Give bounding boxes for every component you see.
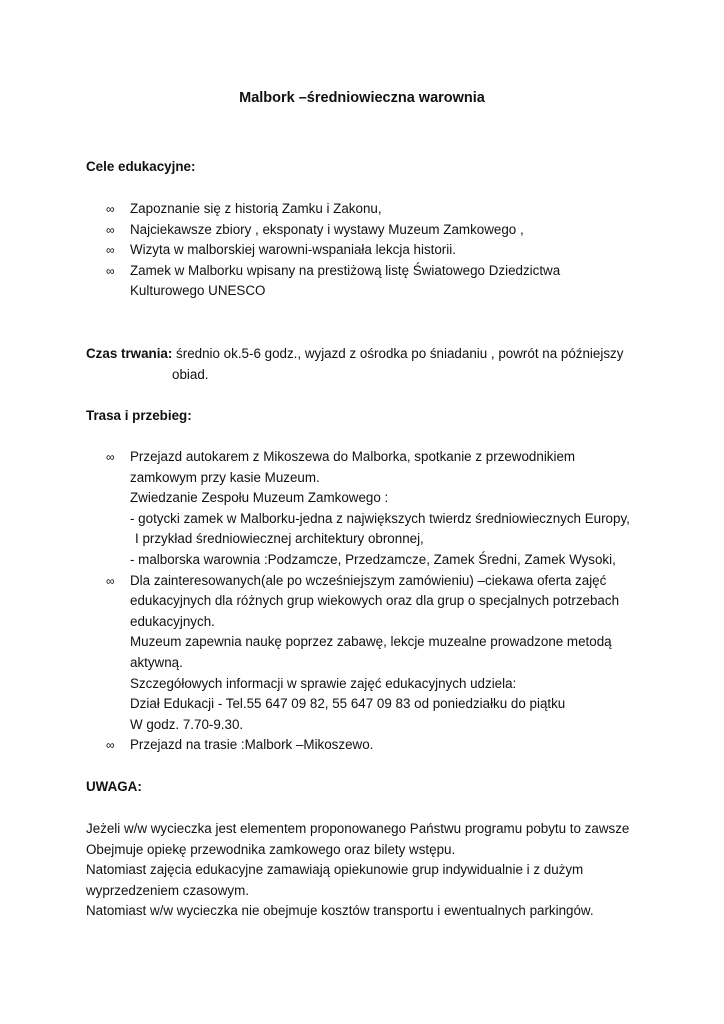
goals-heading: Cele edukacyjne: <box>86 159 196 174</box>
route-heading: Trasa i przebieg: <box>86 408 192 423</box>
duration-label: Czas trwania: <box>86 346 173 361</box>
list-item <box>106 240 666 261</box>
list-item-text: W godz. 7.70-9.30. <box>130 716 244 732</box>
list-item-text: Kulturowego UNESCO <box>130 283 266 299</box>
infinity-bullet-icon: ∞ <box>106 222 115 237</box>
duration-text: średnio ok.5-6 godz., wyjazd z ośrodka po śniadaniu , powrót na późniejszy <box>172 346 624 361</box>
notice-line: Natomiast w/w wycieczka nie obejmuje kosztów transportu i ewentualnych parkingów. <box>86 903 594 919</box>
notice-line: Jeżeli w/w wycieczka jest elementem proponowanego Państwu programu pobytu to zawsze <box>86 821 630 836</box>
list-item-text: aktywną. <box>130 654 183 670</box>
list-item-text: Muzeum zapewnia naukę poprzez zabawę, lekcje muzealne prowadzone metodą <box>130 634 612 650</box>
list-item-text: Przejazd autokarem z Mikoszewa do Malborka, spotkanie z przewodnikiem <box>130 449 576 464</box>
list-item-text: I przykład średniowiecznej architektury obronnej, <box>135 531 424 547</box>
list-item-text: zamkowym przy kasie Muzeum. <box>130 469 320 485</box>
infinity-bullet-icon: ∞ <box>106 202 115 216</box>
list-item-text: Szczegółowych informacji w sprawie zajęć edukacyjnych udziela: <box>130 675 517 691</box>
list-item <box>106 261 666 302</box>
duration-block <box>86 344 666 385</box>
infinity-bullet-icon: ∞ <box>106 263 115 278</box>
list-item <box>106 735 666 756</box>
goals-list <box>106 199 666 302</box>
list-item-text: Najciekawsze zbiory , eksponaty i wystawy Muzeum Zamkowego , <box>130 221 524 237</box>
list-item-text: Dla zainteresowanych(ale po wcześniejszym zamówieniu) –ciekawa oferta zajęć <box>130 572 607 588</box>
list-item <box>106 571 666 736</box>
route-list <box>106 447 666 756</box>
list-item-text: - gotycki zamek w Malborku-jedna z największych twierdz średniowiecznych Europy, <box>130 510 630 526</box>
list-item-text: Zamek w Malborku wpisany na prestiżową listę Światowego Dziedzictwa <box>130 262 561 278</box>
list-item-text: - malborska warownia :Podzamcze, Przedzamcze, Zamek Średni, Zamek Wysoki, <box>130 551 616 567</box>
infinity-bullet-icon: ∞ <box>106 243 115 258</box>
list-item <box>106 199 666 220</box>
list-item-text: edukacyjnych dla różnych grup wiekowych oraz dla grup o specjalnych potrzebach <box>130 593 620 609</box>
list-item <box>106 447 666 571</box>
notice-heading: UWAGA: <box>86 779 142 794</box>
infinity-bullet-icon: ∞ <box>106 573 115 588</box>
document-title: Malbork –średniowieczna warownia <box>239 90 485 106</box>
notice-line: wyprzedzeniem czasowym. <box>86 882 249 898</box>
duration-continuation: obiad. <box>172 366 209 382</box>
list-item-text: Wizyta w malborskiej warowni-wspaniała lekcja historii. <box>130 242 456 258</box>
list-item-text: Dział Edukacji - Tel.55 647 09 82, 55 647 09 83 od poniedziałku do piątku <box>130 696 566 712</box>
notice-line: Obejmuje opiekę przewodnika zamkowego oraz bilety wstępu. <box>86 841 456 857</box>
list-item-text: Zwiedzanie Zespołu Muzeum Zamkowego : <box>130 490 389 506</box>
notice-body <box>86 819 666 922</box>
notice-line: Natomiast zajęcia edukacyjne zamawiają opiekunowie grup indywidualnie i z dużym <box>86 862 584 878</box>
list-item-text: Przejazd na trasie :Malbork –Mikoszewo. <box>130 737 374 753</box>
infinity-bullet-icon: ∞ <box>106 450 115 464</box>
list-item-text: Zapoznanie się z historią Zamku i Zakonu, <box>130 201 382 216</box>
list-item <box>106 220 666 241</box>
infinity-bullet-icon: ∞ <box>106 738 115 753</box>
list-item-text: edukacyjnych. <box>130 613 215 629</box>
